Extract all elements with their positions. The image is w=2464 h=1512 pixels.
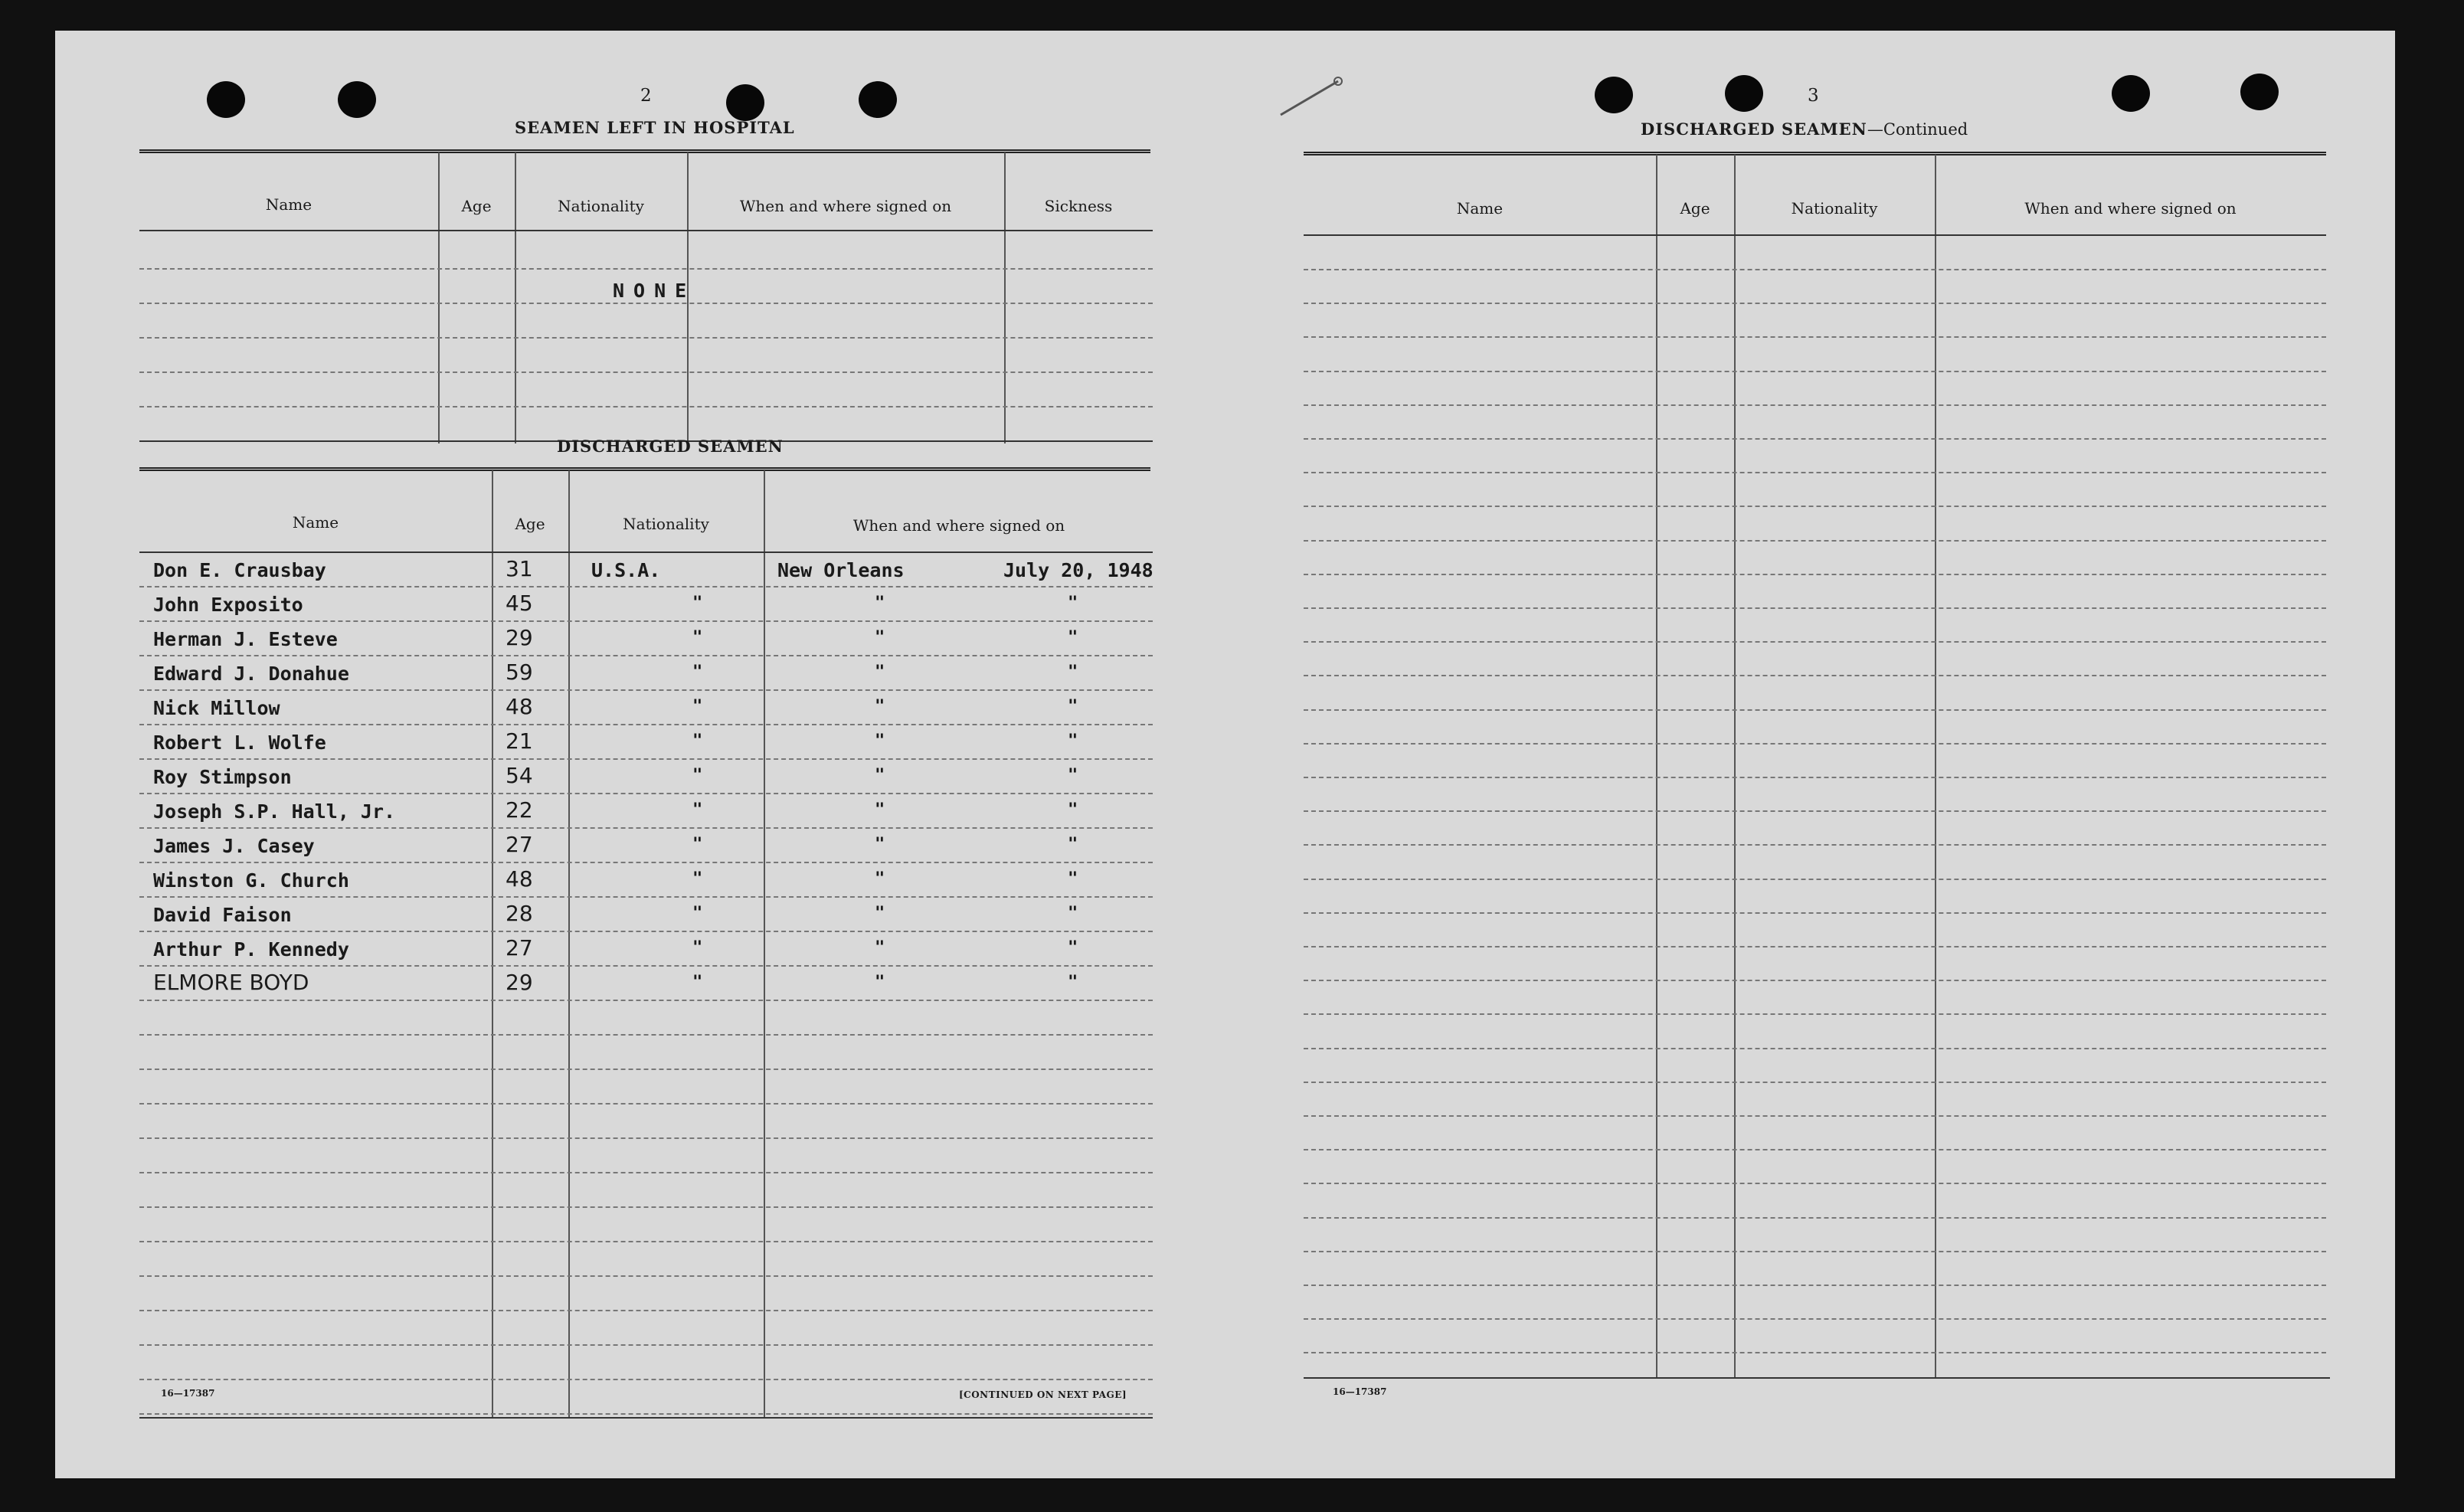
header-nationality: Nationality — [1791, 199, 1878, 218]
row-rule — [1304, 336, 2326, 338]
signed-on-place: " — [875, 697, 885, 716]
row-rule — [1304, 1183, 2326, 1184]
seaman-age: 59 — [506, 659, 533, 685]
row-rule — [1304, 472, 2326, 473]
header-name: Name — [265, 195, 312, 214]
seaman-name: David Faison — [153, 904, 292, 926]
punch-hole — [1595, 77, 1633, 113]
seaman-age: 29 — [506, 625, 533, 650]
row-rule — [139, 1103, 1153, 1105]
punch-hole — [726, 84, 764, 121]
seaman-nationality: " — [692, 731, 703, 751]
seaman-nationality: " — [692, 869, 703, 889]
row-rule — [139, 827, 1153, 829]
seaman-name: Winston G. Church — [153, 869, 349, 892]
header-name: Name — [292, 513, 339, 532]
row-rule — [139, 1413, 1153, 1415]
seaman-nationality: " — [692, 594, 703, 613]
hospital-section-title: SEAMEN LEFT IN HOSPITAL — [515, 118, 795, 137]
row-rule — [139, 586, 1153, 587]
signed-on-date: " — [1068, 973, 1078, 992]
pen-mark-icon — [1277, 75, 1346, 121]
row-rule — [139, 931, 1153, 932]
row-rule — [139, 655, 1153, 656]
row-rule — [139, 1275, 1153, 1277]
section-title-text: DISCHARGED SEAMEN — [1641, 119, 1867, 139]
seaman-name: James J. Casey — [153, 835, 315, 857]
seaman-name: Roy Stimpson — [153, 766, 292, 788]
row-rule — [1304, 709, 2326, 711]
header-signed-on: When and where signed on — [2024, 199, 2237, 218]
signed-on-date: " — [1068, 869, 1078, 889]
row-rule — [1304, 574, 2326, 575]
row-rule — [139, 1206, 1153, 1208]
signed-on-date: " — [1068, 766, 1078, 785]
seaman-nationality: U.S.A. — [591, 559, 661, 581]
document-sheet — [55, 31, 2395, 1478]
seaman-nationality: " — [692, 766, 703, 785]
row-rule — [1304, 844, 2326, 846]
row-rule — [1304, 912, 2326, 914]
seaman-age: 31 — [506, 556, 533, 581]
row-rule — [139, 1069, 1153, 1070]
row-rule — [1304, 1318, 2326, 1320]
signed-on-date: " — [1068, 938, 1078, 957]
row-rule — [1304, 506, 2326, 507]
signed-on-place: " — [875, 938, 885, 957]
row-rule — [1304, 1013, 2326, 1015]
signed-on-date: " — [1068, 731, 1078, 751]
page-number: 2 — [640, 86, 652, 106]
row-rule — [139, 758, 1153, 760]
row-rule — [139, 1310, 1153, 1311]
seaman-nationality: " — [692, 628, 703, 647]
row-rule — [1304, 1217, 2326, 1219]
row-rule — [139, 896, 1153, 898]
row-rule — [139, 793, 1153, 794]
section-title-suffix: —Continued — [1867, 120, 1968, 139]
seaman-name: ELMORE BOYD — [153, 970, 309, 995]
seaman-name: Don E. Crausbay — [153, 559, 326, 581]
signed-on-date: " — [1068, 800, 1078, 820]
header-nationality: Nationality — [623, 515, 709, 533]
row-rule — [1304, 1149, 2326, 1150]
row-rule — [1304, 404, 2326, 406]
signed-on-place: " — [875, 869, 885, 889]
seaman-nationality: " — [692, 835, 703, 854]
row-rule — [139, 1034, 1153, 1036]
row-rule — [139, 1137, 1153, 1139]
discharged-section-title: DISCHARGED SEAMEN — [557, 437, 784, 456]
signed-on-date: " — [1068, 904, 1078, 923]
row-rule — [139, 1241, 1153, 1242]
continued-section-title — [1641, 119, 1968, 139]
seaman-nationality: " — [692, 973, 703, 992]
signed-on-place: " — [875, 663, 885, 682]
row-rule — [1304, 879, 2326, 880]
signed-on-place: New Orleans — [777, 559, 905, 581]
header-signed-on: When and where signed on — [739, 197, 952, 215]
row-rule — [1304, 1048, 2326, 1049]
row-rule — [1304, 675, 2326, 676]
row-rule — [1304, 810, 2326, 812]
seaman-age: 21 — [506, 728, 533, 754]
row-rule — [139, 1172, 1153, 1173]
signed-on-place: " — [875, 904, 885, 923]
punch-hole — [338, 81, 376, 118]
row-rule — [1304, 1352, 2326, 1353]
seaman-nationality: " — [692, 938, 703, 957]
seaman-name: Edward J. Donahue — [153, 663, 349, 685]
row-rule — [1304, 303, 2326, 304]
signed-on-date: " — [1068, 835, 1078, 854]
punch-hole — [207, 81, 245, 118]
seaman-name: John Exposito — [153, 594, 303, 616]
seaman-name: Nick Millow — [153, 697, 280, 719]
row-rule — [139, 689, 1153, 691]
seaman-name: Joseph S.P. Hall, Jr. — [153, 800, 396, 823]
row-rule — [139, 965, 1153, 967]
header-age: Age — [515, 515, 545, 533]
seaman-age: 45 — [506, 591, 533, 616]
header-name: Name — [1456, 199, 1504, 218]
header-age: Age — [461, 197, 492, 215]
signed-on-place: " — [875, 800, 885, 820]
signed-on-place: " — [875, 766, 885, 785]
row-rule — [1304, 1082, 2326, 1083]
row-rule — [139, 1000, 1153, 1001]
discharged-table — [139, 467, 1212, 1425]
seaman-name: Arthur P. Kennedy — [153, 938, 349, 961]
header-nationality: Nationality — [558, 197, 644, 215]
seaman-name: Robert L. Wolfe — [153, 731, 326, 754]
row-rule — [1304, 980, 2326, 981]
row-rule — [1304, 777, 2326, 778]
signed-on-date: " — [1068, 697, 1078, 716]
punch-hole — [2112, 75, 2150, 112]
row-rule — [139, 620, 1153, 622]
seaman-nationality: " — [692, 663, 703, 682]
seaman-age: 48 — [506, 694, 533, 719]
signed-on-place: " — [875, 973, 885, 992]
hospital-none-entry: NONE — [613, 280, 696, 302]
form-number: 16—17387 — [161, 1388, 215, 1399]
signed-on-place: " — [875, 594, 885, 613]
row-rule — [1304, 607, 2326, 609]
row-rule — [139, 1379, 1153, 1380]
signed-on-place: " — [875, 835, 885, 854]
seaman-nationality: " — [692, 904, 703, 923]
signed-on-date: " — [1068, 628, 1078, 647]
punch-hole — [1725, 75, 1763, 112]
seaman-nationality: " — [692, 697, 703, 716]
signed-on-date: July 20, 1948 — [1003, 559, 1153, 581]
seaman-age: 28 — [506, 901, 533, 926]
row-rule — [139, 724, 1153, 725]
continued-note: [CONTINUED ON NEXT PAGE] — [959, 1389, 1127, 1400]
signed-on-date: " — [1068, 594, 1078, 613]
signed-on-place: " — [875, 628, 885, 647]
header-sickness: Sickness — [1044, 197, 1113, 215]
seaman-age: 27 — [506, 832, 533, 857]
row-rule — [1304, 743, 2326, 745]
seaman-age: 29 — [506, 970, 533, 995]
row-rule — [1304, 1115, 2326, 1117]
row-rule — [1304, 269, 2326, 270]
row-rule — [1304, 371, 2326, 372]
punch-hole — [859, 81, 897, 118]
header-age: Age — [1680, 199, 1710, 218]
seaman-age: 48 — [506, 866, 533, 892]
hospital-table — [139, 149, 1212, 456]
row-rule — [1304, 438, 2326, 440]
signed-on-date: " — [1068, 663, 1078, 682]
seaman-age: 27 — [506, 935, 533, 961]
seaman-nationality: " — [692, 800, 703, 820]
row-rule — [1304, 1251, 2326, 1252]
row-rule — [1304, 946, 2326, 947]
form-number: 16—17387 — [1333, 1386, 1387, 1397]
discharged-continued-table — [1304, 152, 2391, 1415]
row-rule — [1304, 540, 2326, 542]
row-rule — [1304, 641, 2326, 643]
seaman-name: Herman J. Esteve — [153, 628, 338, 650]
seaman-age: 54 — [506, 763, 533, 788]
signed-on-place: " — [875, 731, 885, 751]
page-number: 3 — [1808, 86, 1819, 106]
row-rule — [139, 1344, 1153, 1346]
punch-hole — [2240, 74, 2279, 110]
row-rule — [1304, 1285, 2326, 1286]
header-signed-on: When and where signed on — [852, 516, 1065, 535]
row-rule — [139, 862, 1153, 863]
seaman-age: 22 — [506, 797, 533, 823]
